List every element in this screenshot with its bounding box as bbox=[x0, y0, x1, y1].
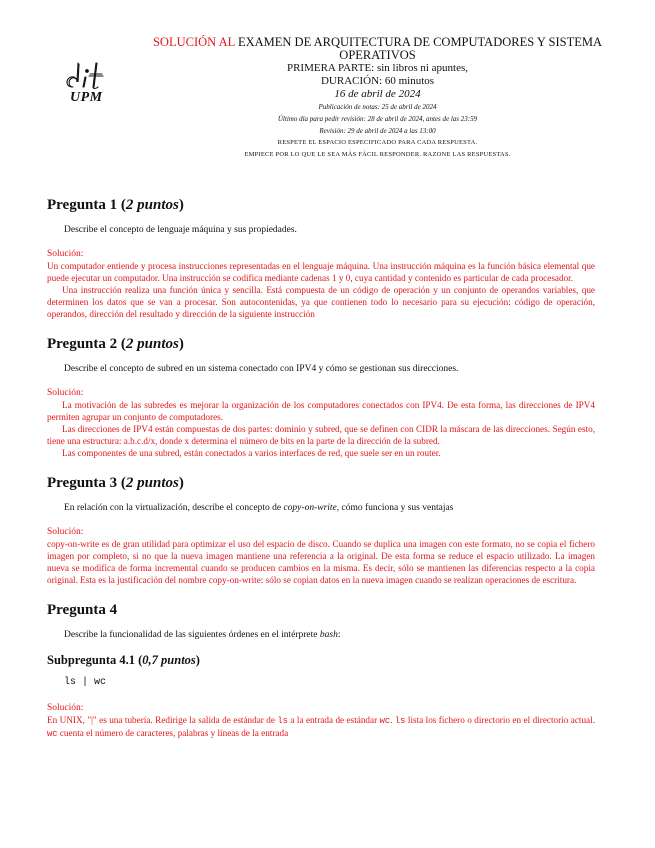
solution-label: Solución: bbox=[47, 249, 84, 259]
exam-content bbox=[47, 196, 595, 755]
solution-paragraph: copy-on-write es de gran utilidad para optimizar el uso del espacio de disco. Cuando se duplica una imagen con este formato, no se copia el fichero imagen por completo, si no que la nueva imagen mantiene una referencia a la original. De esta forma se reduce el espacio utilizado. La imagen nueva se modifica de forma incremental cuando se producen cambios en la misma. Es decir, sólo se mantienen las diferencias respecto a la copia original. Esta es la justificación del nombre copy-on-write: sólo se copian datos en la nueva imagen cuando se realizan operaciones de escritura. bbox=[47, 539, 595, 585]
inline-code: wc bbox=[379, 716, 391, 726]
exam-date: 16 de abril de 2024 bbox=[334, 88, 421, 100]
inline-code: ls bbox=[394, 716, 406, 726]
question-title: Pregunta 3 (2 puntos) bbox=[47, 475, 184, 491]
review-date: Revisión: 29 de abril de 2024 a las 13:00 bbox=[319, 127, 436, 135]
solution-paragraph: Las componentes de una subred, están conectados a varios interfaces de red, que suele ser en un router. bbox=[62, 448, 441, 458]
exam-header bbox=[140, 36, 615, 161]
question-4 bbox=[47, 601, 595, 740]
question-title: Pregunta 2 (2 puntos) bbox=[47, 336, 184, 352]
question-1 bbox=[47, 196, 595, 320]
solution-label: Solución: bbox=[47, 703, 84, 713]
solution-paragraph: Una instrucción realiza una función única y sencilla. Está compuesta de un código de operación y un conjunto de operandos variables, que determinen los datos que se van a procesar. Son autocontenidas, ya que contienen todo lo necesario para su ejecución: código de operación, operandos, dirección del resultado y dirección de la siguiente instrucción bbox=[47, 285, 595, 319]
publication-date: Publicación de notas: 25 de abril de 2024 bbox=[318, 103, 437, 111]
command-code: ls | wc bbox=[64, 677, 107, 688]
exam-duration: DURACIÓN: 60 minutos bbox=[320, 75, 435, 87]
question-prompt: Describe la funcionalidad de las siguientes órdenes en el intérprete bash: bbox=[64, 630, 341, 640]
question-title: Pregunta 4 bbox=[47, 602, 118, 618]
question-prompt: En relación con la virtualización, describe el concepto de copy-on-write, cómo funciona y sus ventajas bbox=[64, 503, 454, 513]
last-review-day: Último día para pedir revisión: 28 de abril de 2024, antes de las 23:59 bbox=[277, 115, 478, 123]
upm-logo-text: UPM bbox=[70, 90, 103, 105]
solution-label: Solución: bbox=[47, 388, 84, 398]
question-title: Pregunta 1 (2 puntos) bbox=[47, 197, 184, 213]
exam-title: SOLUCIÓN AL EXAMEN DE ARQUITECTURA DE COMPUTADORES Y SISTEMA OPERATIVOS bbox=[152, 35, 603, 62]
question-2 bbox=[47, 335, 595, 459]
instruction-note-2: EMPIECE POR LO QUE LE SEA MÁS FÁCIL RESPONDER. RAZONE LAS RESPUESTAS. bbox=[244, 151, 511, 158]
instruction-note-1: RESPETE EL ESPACIO ESPECIFICADO PARA CADA RESPUESTA. bbox=[277, 139, 478, 146]
solution-paragraph: La motivación de las subredes es mejorar la organización de los computadores conectados con IPV4. De esta forma, las direcciones de IPV4 permiten agrupar un conjunto de computadores. bbox=[47, 400, 595, 422]
subquestion-title: Subpregunta 4.1 (0,7 puntos) bbox=[47, 653, 200, 667]
question-prompt: Describe el concepto de subred en un sistema conectado con IPV4 y cómo se gestionan sus direcciones. bbox=[64, 364, 459, 374]
solution-label: Solución: bbox=[47, 527, 84, 537]
exam-part: PRIMERA PARTE: sin libros ni apuntes, bbox=[286, 62, 469, 74]
inline-code: wc bbox=[47, 729, 58, 739]
solution-paragraph: Las direcciones de IPV4 están compuestas de dos partes: dominio y subred, que se definen con CIDR la máscara de las direcciones. Según esto, tiene una estructura: a.b.c.d/x, donde x determina el número de bits en la parte de la dirección de la subred. bbox=[47, 424, 595, 446]
solution-paragraph: En UNIX, "|" es una tubería. Redirige la salida de estándar de ls a la entrada de estándar wc. ls lista los fichero o directorio en el directorio actual. wc cuenta el número de caracteres, palabras y líneas de la entrada bbox=[47, 715, 595, 739]
question-prompt: Describe el concepto de lenguaje máquina y sus propiedades. bbox=[64, 225, 297, 235]
question-3 bbox=[47, 474, 595, 586]
inline-code: ls bbox=[277, 716, 288, 726]
solution-paragraph: Un computador entiende y procesa instrucciones representadas en el lenguaje máquina. Una instrucción máquina es la función básica elemental que puede ejecutar un computador. Una instrucción se codifica mediante cadenas 1 y 0, cuya cantidad y contenido es particular de cada procesador. bbox=[47, 261, 595, 283]
